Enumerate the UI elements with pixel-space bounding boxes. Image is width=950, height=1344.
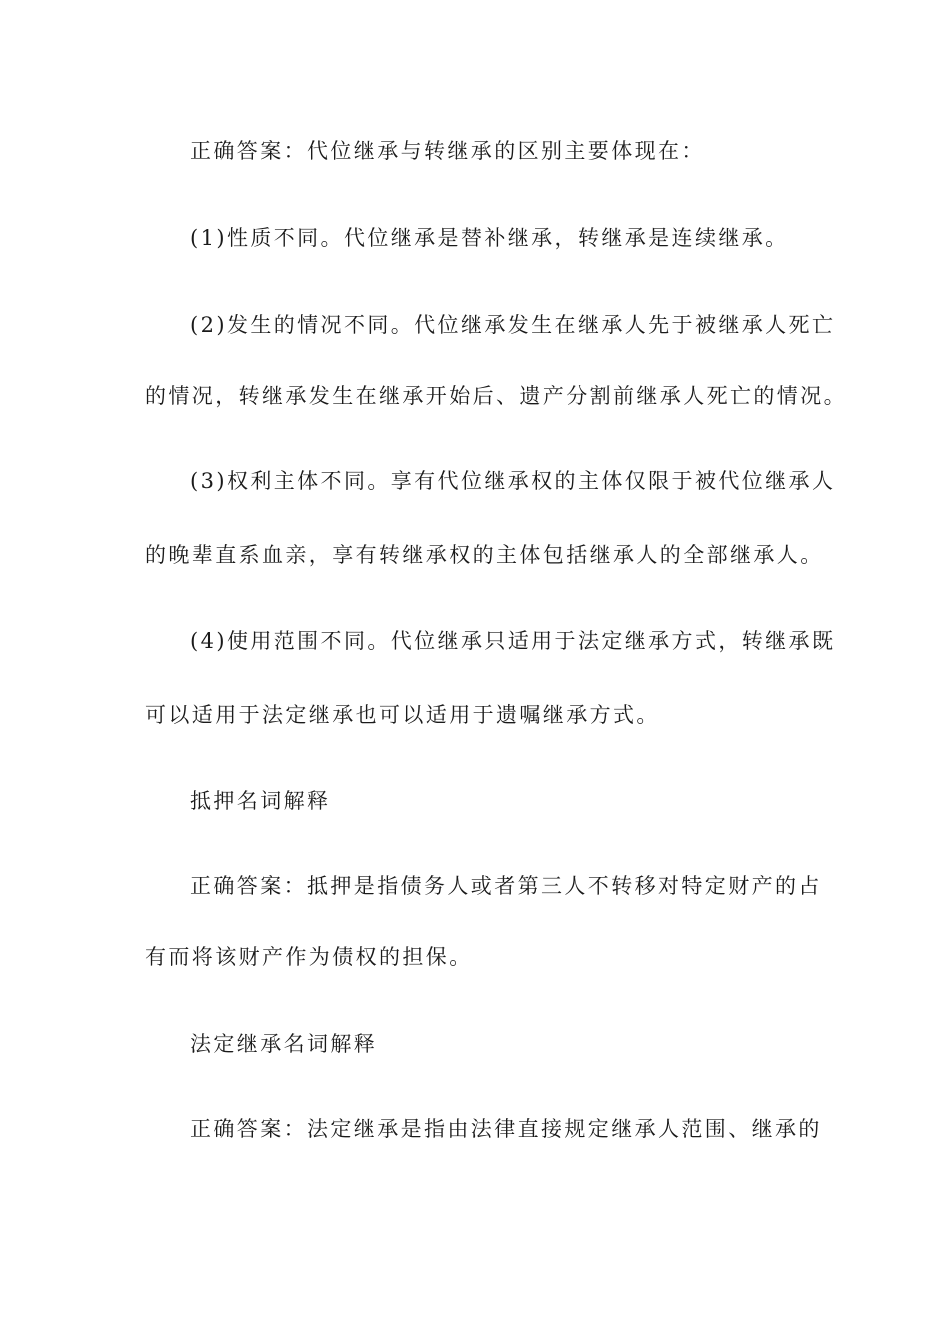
answer-intro-line: 正确答案：代位继承与转继承的区别主要体现在：	[190, 139, 705, 163]
mortgage-answer-line-2: 有而将该财产作为债权的担保。	[145, 945, 473, 969]
point-3-line-2: 的晚辈直系血亲，享有转继承权的主体包括继承人的全部继承人。	[145, 543, 824, 567]
point-4-line-1: (4)使用范围不同。代位继承只适用于法定继承方式，转继承既	[190, 629, 836, 653]
statutory-answer-line-1: 正确答案：法定继承是指由法律直接规定继承人范围、继承的	[190, 1117, 822, 1141]
point-1-line: (1)性质不同。代位继承是替补继承，转继承是连续继承。	[190, 226, 789, 250]
point-2-line-1: (2)发生的情况不同。代位继承发生在继承人先于被继承人死亡	[190, 313, 836, 337]
point-3-line-1: (3)权利主体不同。享有代位继承权的主体仅限于被代位继承人	[190, 469, 836, 493]
heading-mortgage: 抵押名词解释	[190, 789, 331, 813]
mortgage-answer-line-1: 正确答案：抵押是指债务人或者第三人不转移对特定财产的占	[190, 874, 822, 898]
point-2-line-2: 的情况，转继承发生在继承开始后、遗产分割前继承人死亡的情况。	[145, 384, 847, 408]
heading-statutory-succession: 法定继承名词解释	[190, 1032, 378, 1056]
point-4-line-2: 可以适用于法定继承也可以适用于遗嘱继承方式。	[145, 703, 660, 727]
